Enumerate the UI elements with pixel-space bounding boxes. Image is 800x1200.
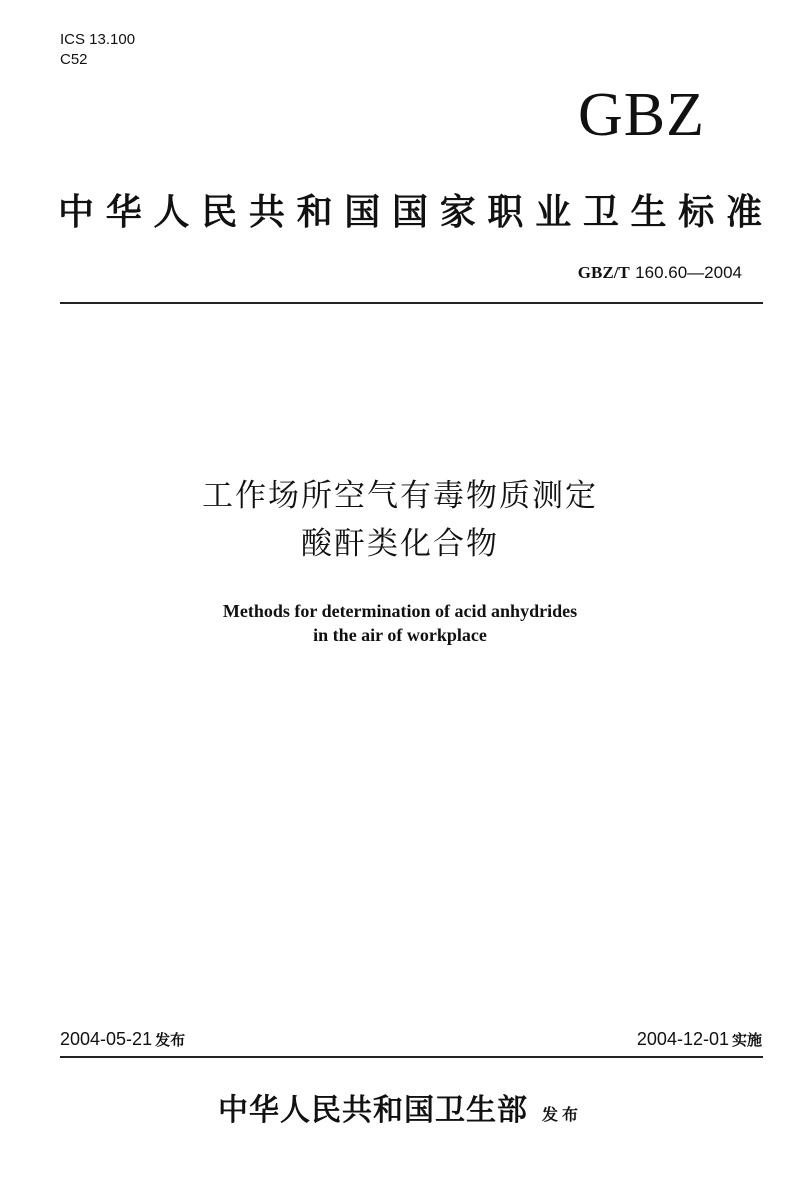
standard-number-prefix: GBZ/T xyxy=(577,263,630,282)
chinese-title-line-2: 酸酐类化合物 xyxy=(301,526,499,562)
issuing-authority xyxy=(0,1091,800,1135)
standard-number-value: 160.60—2004 xyxy=(635,263,742,282)
standard-number xyxy=(578,261,742,285)
english-title-line-2: in the air of workplace xyxy=(313,625,487,645)
effective-date xyxy=(637,1027,762,1052)
issue-date-label: 发布 xyxy=(155,1031,186,1049)
ics-code: ICS 13.100 xyxy=(60,31,136,48)
standard-logo: GBZ xyxy=(578,81,705,149)
issuer-action: 发布 xyxy=(541,1105,582,1124)
english-title-line-1: Methods for determination of acid anhydrides xyxy=(222,601,578,621)
issue-date xyxy=(60,1027,185,1052)
issue-date-value: 2004-05-21 xyxy=(60,1029,153,1049)
header-divider xyxy=(60,302,763,304)
footer-divider xyxy=(60,1056,763,1058)
issuer-name: 中华人民共和国卫生部 xyxy=(217,1093,528,1128)
effective-date-value: 2004-12-01 xyxy=(636,1029,729,1049)
national-standard-title: 中华人民共和国国家职业卫生标准 xyxy=(58,191,763,233)
classification-code: C52 xyxy=(60,51,88,68)
chinese-title-line-1: 工作场所空气有毒物质测定 xyxy=(202,478,598,514)
effective-date-label: 实施 xyxy=(731,1031,762,1049)
